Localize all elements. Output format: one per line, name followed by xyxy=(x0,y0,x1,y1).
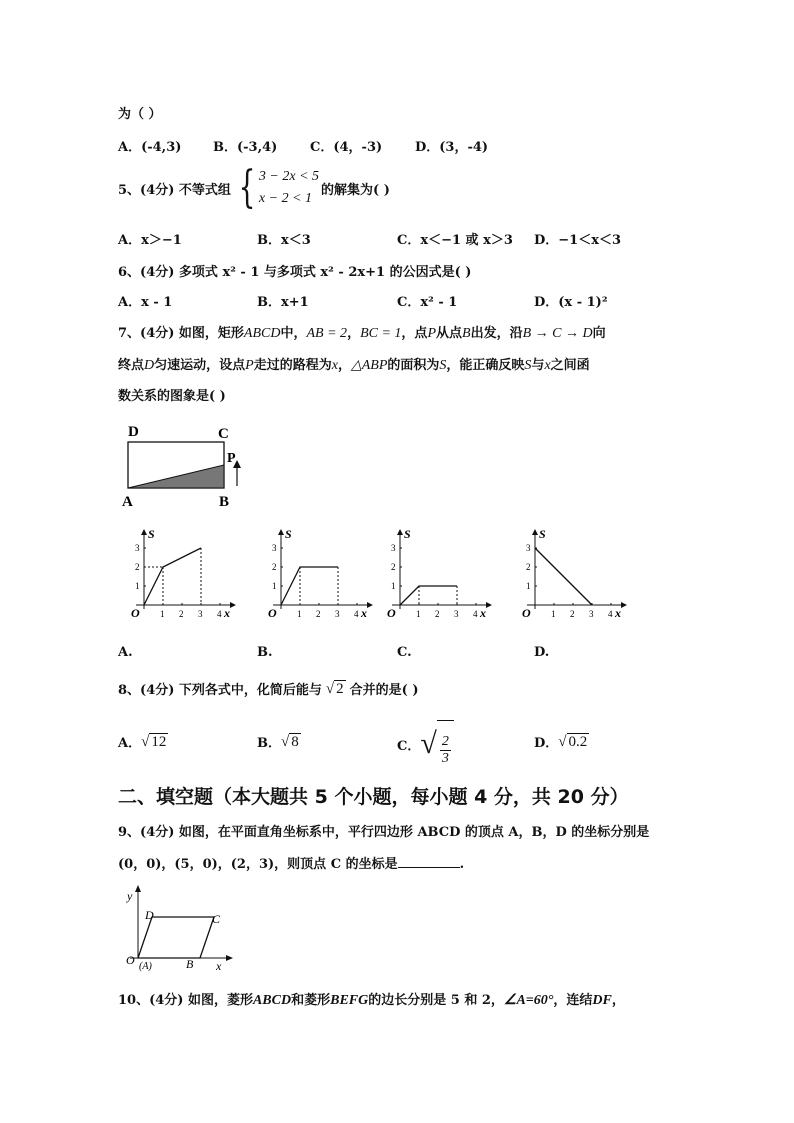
shaded-triangle-abp xyxy=(128,465,224,488)
q10-stem: 10、(4分) 如图，菱形ABCD和菱形BEFG的边长分别是 5 和 2，∠A=60°，连结DF， xyxy=(118,993,625,1008)
q7-graph-c xyxy=(374,520,499,625)
q4-option-c[interactable]: C．(4，-3) xyxy=(310,140,383,155)
q9-label-x: x xyxy=(216,959,222,973)
q6-option-a[interactable]: A．x - 1 xyxy=(118,295,173,310)
origin-label: O xyxy=(387,606,396,620)
q8-option-a[interactable]: A． √ 12 xyxy=(118,733,167,751)
origin-label: O xyxy=(131,606,140,620)
q7-option-c[interactable]: C. xyxy=(397,645,412,660)
x-tick-label: 3 xyxy=(335,609,340,619)
q5-line2: x − 2 < 1 xyxy=(258,191,313,206)
y-axis-arrow-icon xyxy=(532,529,538,535)
y-tick-label: 2 xyxy=(135,562,140,572)
x-axis-arrow-icon xyxy=(367,602,373,608)
q7-line3: 数关系的图象是( ) xyxy=(118,389,226,404)
label-p: P xyxy=(227,451,236,466)
q7-option-a[interactable]: A. xyxy=(118,645,133,660)
q8-option-d[interactable]: D． √ 0.2 xyxy=(534,733,588,751)
q5-stem xyxy=(118,162,390,213)
y-tick-label: 1 xyxy=(135,581,140,591)
q9-line1: 9、(4分) 如图，在平面直角坐标系中，平行四边形 ABCD 的顶点 A，B，D 的坐标分别是 xyxy=(118,825,650,840)
y-tick-label: 3 xyxy=(272,543,277,553)
y-tick-label: 2 xyxy=(391,562,396,572)
q4-option-d[interactable]: D．(3，-4) xyxy=(415,140,489,155)
q7-line2: 终点D匀速运动，设点P走过的路程为x，△ABP的面积为S，能正确反映S与x之间函 xyxy=(118,358,590,373)
q5-option-c[interactable]: C．x＜−1 或 x＞3 xyxy=(397,233,513,248)
q8-stem: 8、(4分) 下列各式中，化简后能与 √ 2 合并的是( ) xyxy=(118,680,419,698)
x-tick-label: 3 xyxy=(198,609,203,619)
origin-label: O xyxy=(268,606,277,620)
y-tick-label: 3 xyxy=(391,543,396,553)
y-tick-label: 1 xyxy=(272,581,277,591)
series-line xyxy=(400,586,457,605)
q7-rectangle-figure xyxy=(118,420,258,512)
y-tick-label: 3 xyxy=(135,543,140,553)
label-d: D xyxy=(128,424,139,440)
x-tick-label: 4 xyxy=(608,609,613,619)
x-tick-label: 1 xyxy=(551,609,556,619)
q7-graph-b xyxy=(255,520,380,625)
y-tick-label: 1 xyxy=(526,581,531,591)
x-tick-label: 2 xyxy=(179,609,184,619)
x-tick-label: 1 xyxy=(160,609,165,619)
x-tick-label: 1 xyxy=(416,609,421,619)
q6-option-b[interactable]: B．x+1 xyxy=(257,295,309,310)
q5-option-a[interactable]: A．x＞−1 xyxy=(118,233,182,248)
q5-line1: 3 − 2x < 5 xyxy=(258,169,320,184)
q9-label-a: (A) xyxy=(139,961,152,972)
x-tick-label: 4 xyxy=(217,609,222,619)
axis-label-s: S xyxy=(539,527,546,541)
q7-graph-a xyxy=(118,520,243,625)
axis-label-x: x xyxy=(480,606,486,620)
q7-option-d[interactable]: D. xyxy=(534,645,550,660)
x-axis-arrow-icon xyxy=(230,602,236,608)
q9-label-b: B xyxy=(186,957,194,971)
axis-label-s: S xyxy=(148,527,155,541)
q5-option-d[interactable]: D．−1＜x＜3 xyxy=(534,233,622,248)
q9-label-o: O xyxy=(126,953,135,967)
q7-line1: 7、(4分) 如图，矩形ABCD中，AB = 2，BC = 1，点P从点B出发，沿B → C → D向 xyxy=(118,326,606,341)
y-tick-label: 3 xyxy=(526,543,531,553)
q4-option-b[interactable]: B．(-3,4) xyxy=(213,140,278,155)
y-axis-arrow-icon xyxy=(135,885,141,892)
q5-suffix: 的解集为( ) xyxy=(321,182,390,198)
q8-option-b[interactable]: B． √ 8 xyxy=(257,733,299,751)
q8-option-c[interactable]: C． √ $\frac{2}{3}$ xyxy=(397,720,454,768)
q6-option-d[interactable]: D．(x - 1)² xyxy=(534,295,608,310)
q9-label-y: y xyxy=(127,889,133,903)
y-axis-arrow-icon xyxy=(397,529,403,535)
q9-line2: (0，0)，(5，0)，(2，3)，则顶点 C 的坐标是 . xyxy=(118,857,465,872)
q5-prefix: 5、(4分) 不等式组 xyxy=(118,182,231,198)
q4-option-a[interactable]: A．(-4,3) xyxy=(118,140,182,155)
series-line xyxy=(535,548,592,605)
x-tick-label: 3 xyxy=(454,609,459,619)
q6-stem: 6、(4分) 多项式 x² - 1 与多项式 x² - 2x+1 的公因式是( ) xyxy=(118,265,472,280)
x-axis-arrow-icon xyxy=(621,602,627,608)
axis-label-x: x xyxy=(224,606,230,620)
label-b: B xyxy=(219,494,230,510)
q6-option-c[interactable]: C．x² - 1 xyxy=(397,295,458,310)
q7-option-b[interactable]: B. xyxy=(257,645,273,660)
x-tick-label: 1 xyxy=(297,609,302,619)
label-a: A xyxy=(122,494,133,510)
q7-graph-d xyxy=(509,520,634,625)
axis-label-s: S xyxy=(285,527,292,541)
q5-option-b[interactable]: B．x＜3 xyxy=(257,233,311,248)
q5-inequality-system: { 3 − 2x < 5 x − 2 < 1 xyxy=(238,162,320,213)
y-tick-label: 1 xyxy=(391,581,396,591)
q9-label-c: C xyxy=(212,912,221,926)
x-tick-label: 2 xyxy=(435,609,440,619)
y-axis-arrow-icon xyxy=(278,529,284,535)
x-tick-label: 4 xyxy=(354,609,359,619)
axis-label-x: x xyxy=(615,606,621,620)
y-tick-label: 2 xyxy=(272,562,277,572)
q8-sqrt2: √ 2 xyxy=(325,680,344,697)
q9-answer-blank[interactable] xyxy=(398,855,460,868)
q9-figure xyxy=(118,882,238,974)
origin-label: O xyxy=(522,606,531,620)
x-axis-arrow-icon xyxy=(226,955,233,961)
y-tick-label: 2 xyxy=(526,562,531,572)
parallelogram-abcd xyxy=(138,917,214,958)
axis-label-s: S xyxy=(404,527,411,541)
section-2-heading: 二、填空题（本大题共 5 个小题，每小题 4 分，共 20 分） xyxy=(118,786,629,808)
q9-label-d: D xyxy=(145,908,154,922)
x-axis-arrow-icon xyxy=(486,602,492,608)
series-line xyxy=(281,567,338,605)
x-tick-label: 2 xyxy=(570,609,575,619)
x-tick-label: 2 xyxy=(316,609,321,619)
series-line xyxy=(144,548,201,605)
y-axis-arrow-icon xyxy=(141,529,147,535)
axis-label-x: x xyxy=(361,606,367,620)
label-c: C xyxy=(218,426,229,442)
x-tick-label: 4 xyxy=(473,609,478,619)
x-tick-label: 3 xyxy=(589,609,594,619)
q4-stem-tail: 为（ ） xyxy=(118,107,162,122)
